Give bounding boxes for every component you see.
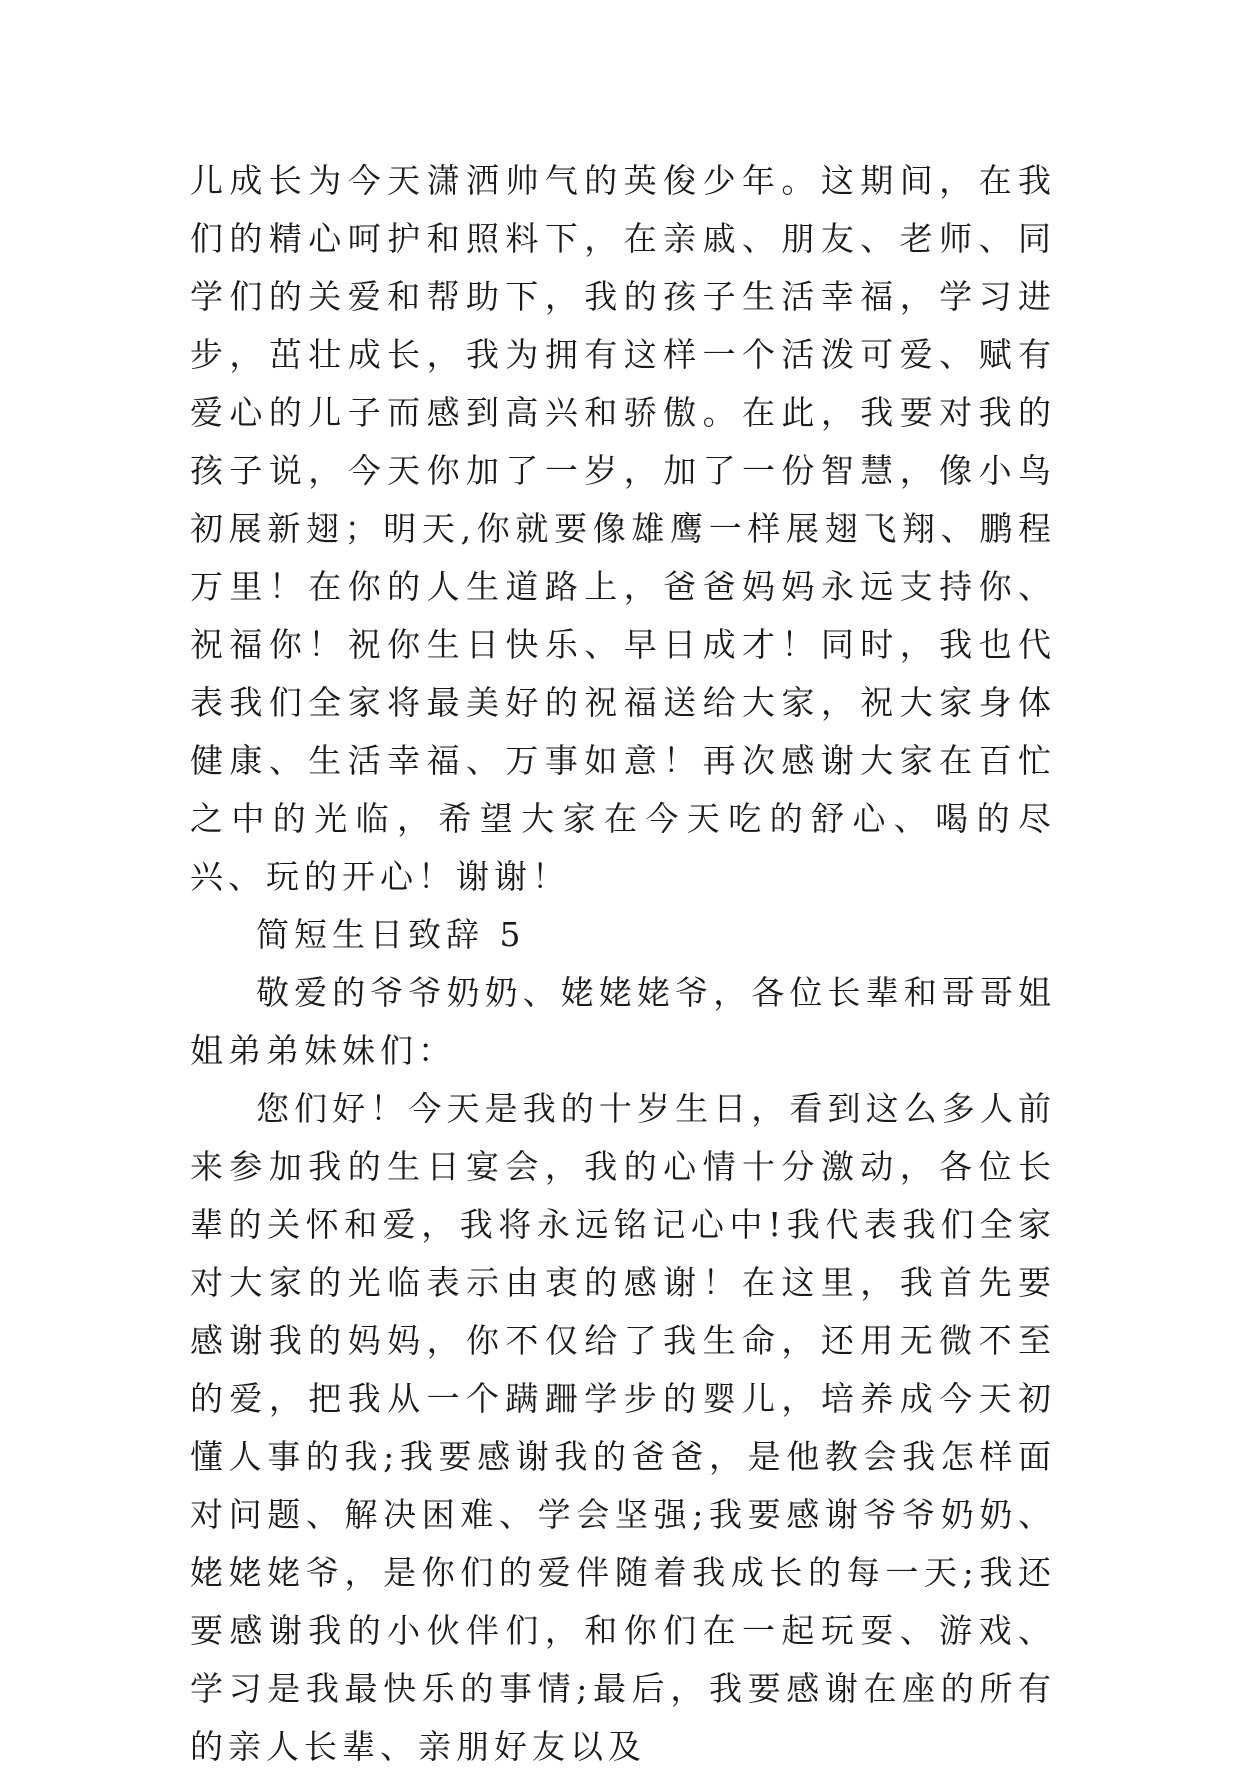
document-body (190, 152, 1056, 1776)
section-heading: 简短生日致辞 5 (256, 915, 526, 954)
greeting-paragraph: 敬爱的爷爷奶奶、姥姥姥爷，各位长辈和哥哥姐姐弟弟妹妹们： (190, 973, 1056, 1070)
paragraph-continuation: 儿成长为今天潇洒帅气的英俊少年。这期间，在我们的精心呵护和照料下，在亲戚、朋友、老师、同学们的关爱和帮助下，我的孩子生活幸福，学习进步，茁壮成长，我为拥有这样一个活泼可爱、赋有爱心的儿子而感到高兴和骄傲。在此，我要对我的孩子说，今天你加了一岁，加了一份智慧，像小鸟初展新翅；明天,你就要像雄鹰一样展翅飞翔、鹏程万里！在你的人生道路上，爸爸妈妈永远支持你、祝福你！祝你生日快乐、早日成才！同时，我也代表我们全家将最美好的祝福送给大家，祝大家身体健康、生活幸福、万事如意！再次感谢大家在百忙之中的光临，希望大家在今天吃的舒心、喝的尽兴、玩的开心！谢谢！ (190, 161, 1056, 896)
body-paragraph: 您们好！今天是我的十岁生日，看到这么多人前来参加我的生日宴会，我的心情十分激动，各位长辈的关怀和爱，我将永远铭记心中!我代表我们全家对大家的光临表示由衷的感谢！在这里，我首先要感谢我的妈妈，你不仅给了我生命，还用无微不至的爱，把我从一个蹒跚学步的婴儿，培养成今天初懂人事的我;我要感谢我的爸爸，是他教会我怎样面对问题、解决困难、学会坚强;我要感谢爷爷奶奶、姥姥姥爷，是你们的爱伴随着我成长的每一天;我还要感谢我的小伙伴们，和你们在一起玩耍、游戏、学习是我最快乐的事情;最后，我要感谢在座的所有的亲人长辈、亲朋好友以及 (190, 1089, 1056, 1766)
